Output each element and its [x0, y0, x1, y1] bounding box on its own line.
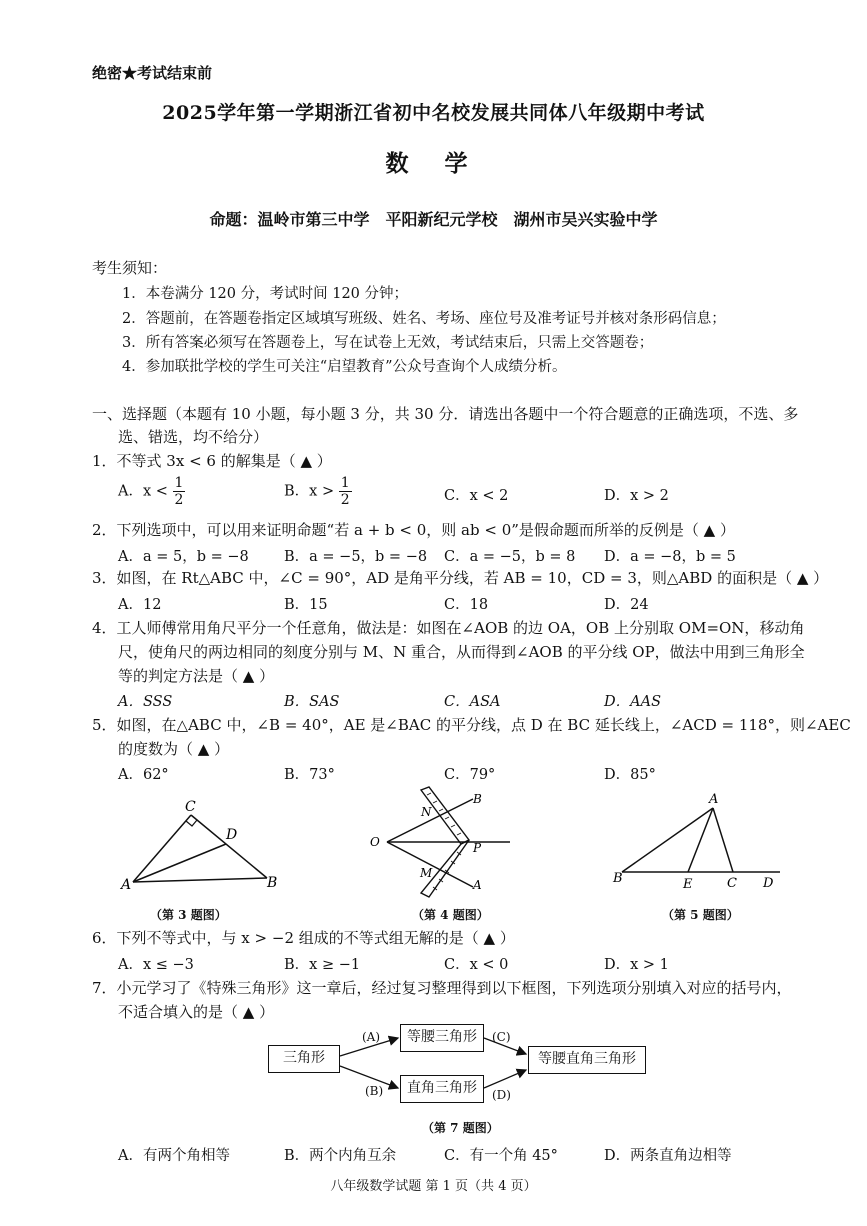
box-right-triangle: 直角三角形 [400, 1075, 484, 1103]
notice-heading: 考生须知： [92, 259, 168, 277]
fraction-denominator: 2 [174, 492, 184, 508]
q2-option-d: D．a = −8，b = 5 [604, 549, 736, 565]
box-isosceles: 等腰三角形 [400, 1024, 484, 1052]
fig5-label-e: E [683, 877, 693, 890]
q2-option-b: B．a = −5，b = −8 [284, 549, 428, 565]
q5-option-a: A．62° [118, 767, 169, 783]
fraction [339, 475, 352, 508]
q1-option-a [118, 475, 185, 508]
figure-7-caption: （第 7 题图） [422, 1121, 499, 1135]
fig4-label-a: A [473, 878, 482, 892]
q5-option-b: B．73° [284, 767, 335, 783]
fig3-label-a: A [121, 877, 132, 893]
q7-option-c: C．有一个角 45° [444, 1148, 558, 1164]
q4-option-b: B．SAS [284, 694, 340, 710]
question-1-stem: 1．不等式 3x < 6 的解集是（ ▲ ） [92, 452, 332, 470]
q2-option-a: A．a = 5，b = −8 [118, 549, 249, 565]
q7-option-a: A．有两个角相等 [118, 1148, 230, 1164]
section-heading: 一、选择题（本题有 10 小题，每小题 3 分，共 30 分．请选出各题中一个符合题意的正确选项，不选、多 [92, 405, 799, 423]
figure-3 [115, 795, 290, 895]
question-4-line2: 尺，使角尺的两边相同的刻度分别与 M、N 重合，从而得到∠AOB 的平分线 OP，做法中用到三角形全 [118, 643, 805, 661]
notice-item: 2．答题前，在答题卷指定区域填写班级、姓名、考场、座位号及准考证号并核对条形码信息； [122, 311, 726, 327]
subject-title: 数 学 [385, 150, 482, 177]
fraction-numerator: 1 [174, 475, 184, 491]
question-3-stem: 3．如图，在 Rt△ABC 中，∠C = 90°，AD 是角平分线，若 AB = 10，CD = 3，则△ABD 的面积是（ ▲ ） [92, 569, 829, 587]
q3-option-c: C．18 [444, 597, 489, 613]
question-6-stem: 6．下列不等式中，与 x > −2 组成的不等式组无解的是（ ▲ ） [92, 929, 515, 947]
q7-option-b: B．两个内角互余 [284, 1148, 397, 1164]
question-2-stem: 2．下列选项中，可以用来证明命题“若 a + b < 0，则 ab < 0”是假命题而所举的反例是（ ▲ ） [92, 521, 735, 539]
q7-option-d: D．两条直角边相等 [604, 1148, 732, 1164]
box-triangle: 三角形 [268, 1045, 340, 1073]
fig4-label-o: O [370, 835, 380, 849]
figure-4-caption: （第 4 题图） [412, 908, 489, 922]
fraction-denominator: 2 [340, 492, 350, 508]
notice-item: 1．本卷满分 120 分，考试时间 120 分钟； [122, 286, 409, 302]
question-7-line2: 不适合填入的是（ ▲ ） [118, 1003, 275, 1021]
label-a: (A) [362, 1030, 381, 1044]
q3-option-b: B．15 [284, 597, 328, 613]
fig3-label-b: B [267, 875, 278, 891]
q3-option-d: D．24 [604, 597, 649, 613]
fig4-label-m: M [420, 866, 433, 880]
q1-option-c: C．x < 2 [444, 488, 509, 504]
q4-option-c: C．ASA [444, 694, 501, 710]
question-5-line1: 5．如图，在△ABC 中，∠B = 40°，AE 是∠BAC 的平分线，点 D 在 BC 延长线上，∠ACD = 118°，则∠AEC [92, 716, 851, 734]
figure-4 [365, 785, 515, 900]
q6-option-a: A．x ≤ −3 [118, 957, 194, 973]
figure-3-caption: （第 3 题图） [150, 908, 227, 922]
fraction-numerator: 1 [340, 475, 350, 491]
fig5-label-c: C [727, 876, 737, 890]
label-b: (B) [365, 1084, 384, 1098]
fig3-label-c: C [185, 799, 196, 815]
page-footer: 八年级数学试题 第 1 页（共 4 页） [330, 1179, 537, 1194]
notice-item: 3．所有答案必须写在答题卷上，写在试卷上无效，考试结束后，只需上交答题卷； [122, 335, 654, 351]
q2-option-c: C．a = −5，b = 8 [444, 549, 576, 565]
q5-option-c: C．79° [444, 767, 496, 783]
fig4-label-n: N [421, 805, 432, 819]
figure-5-caption: （第 5 题图） [662, 908, 739, 922]
section-heading-cont: 选、错选，均不给分） [118, 428, 269, 446]
q4-option-d: D．AAS [604, 694, 662, 710]
q4-option-a: A．SSS [118, 694, 173, 710]
q1-option-a-text: A．x < [118, 483, 168, 500]
q3-option-a: A．12 [118, 597, 162, 613]
q6-option-b: B．x ≥ −1 [284, 957, 361, 973]
label-c: (C) [492, 1030, 511, 1044]
fig4-label-p: P [473, 841, 482, 855]
question-4-line1: 4．工人师傅常用角尺平分一个任意角，做法是：如图在∠AOB 的边 OA，OB 上分别取 OM=ON，移动角 [92, 619, 805, 637]
fraction [173, 475, 186, 508]
notice-item: 4．参加联批学校的学生可关注“启望教育”公众号查询个人成绩分析。 [122, 359, 567, 375]
fig3-label-d: D [226, 827, 238, 843]
exam-title: 2025学年第一学期浙江省初中名校发展共同体八年级期中考试 [162, 102, 705, 124]
q6-option-c: C．x < 0 [444, 957, 509, 973]
question-7-line1: 7．小元学习了《特殊三角形》这一章后，经过复习整理得到以下框图，下列选项分别填入对应的括号内， [92, 979, 792, 997]
fig4-label-b: B [473, 792, 482, 806]
fig5-label-b: B [613, 871, 623, 886]
question-5-line2: 的度数为（ ▲ ） [118, 740, 230, 758]
box-isosceles-right: 等腰直角三角形 [528, 1046, 646, 1074]
label-d: (D) [492, 1088, 511, 1102]
q1-option-d: D．x > 2 [604, 488, 669, 504]
fig5-label-a: A [709, 792, 719, 807]
authors-line: 命题：温岭市第三中学 平阳新纪元学校 湖州市吴兴实验中学 [209, 210, 658, 229]
q1-option-b [284, 475, 352, 508]
q6-option-d: D．x > 1 [604, 957, 669, 973]
q1-option-b-text: B．x > [284, 483, 335, 500]
q5-option-d: D．85° [604, 767, 656, 783]
figure-5 [605, 790, 790, 890]
fig5-label-d: D [763, 876, 774, 890]
question-4-line3: 等的判定方法是（ ▲ ） [118, 667, 275, 685]
confidential-mark: 绝密★考试结束前 [92, 64, 213, 82]
